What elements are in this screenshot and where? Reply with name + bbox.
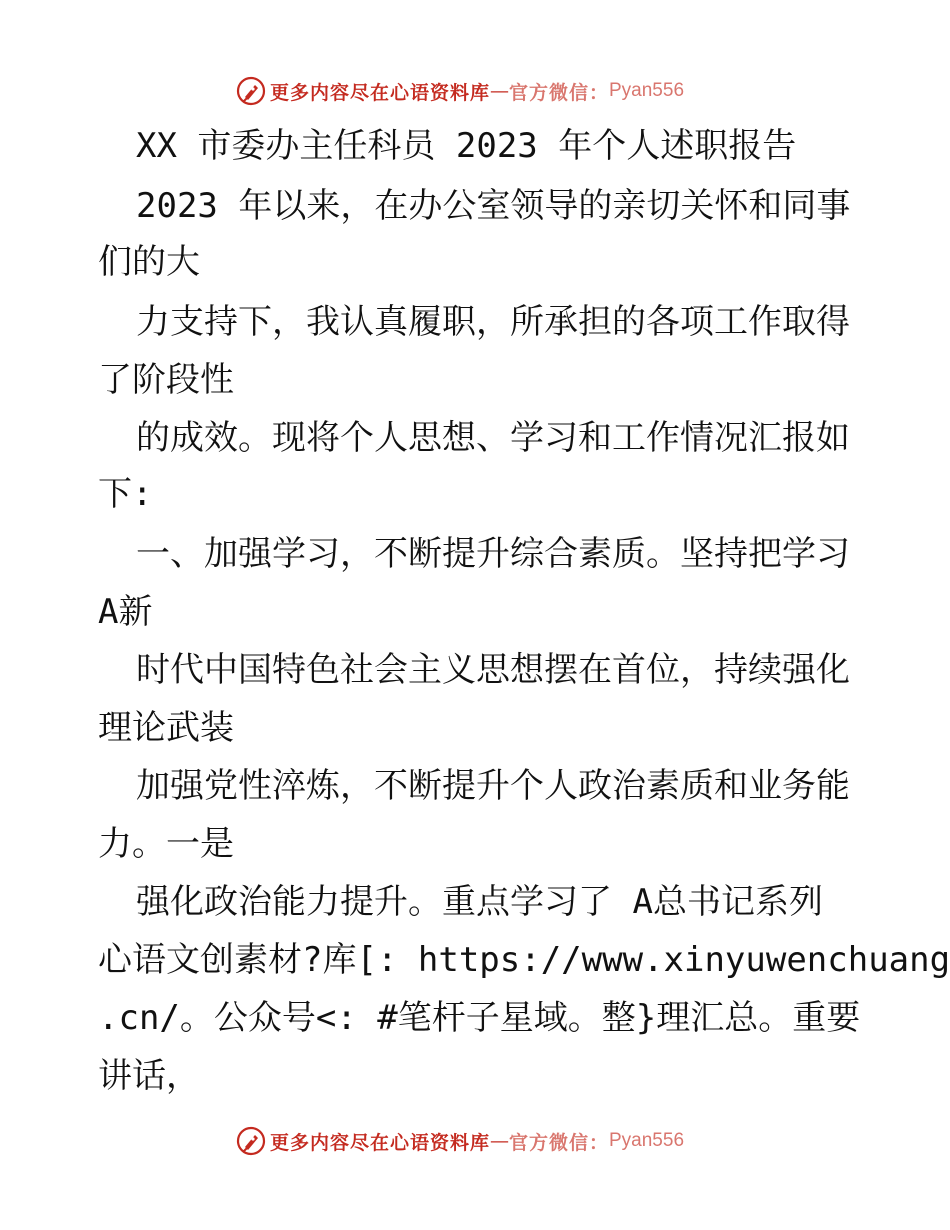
text-line: 时代中国特色社会主义思想摆在首位，持续强化 bbox=[136, 650, 850, 690]
banner-wechat-label: 官方微信： bbox=[508, 81, 609, 104]
text-line: 讲话， bbox=[98, 1056, 200, 1096]
text-line: 2023 年以来，在办公室领导的亲切关怀和同事 bbox=[136, 186, 851, 226]
text-line: 下: bbox=[98, 474, 153, 514]
section-heading: 一、加强学习，不断提升综合素质。坚持把学习 bbox=[136, 534, 850, 574]
text-line: A新 bbox=[98, 592, 153, 632]
pen-nib-logo-icon bbox=[236, 76, 266, 106]
text-line: 强化政治能力提升。重点学习了 A总书记系列 bbox=[136, 882, 823, 922]
footer-banner bbox=[0, 1121, 950, 1161]
text-line: 加强党性淬炼，不断提升个人政治素质和业务能 bbox=[136, 766, 850, 806]
banner-dash: — bbox=[489, 1130, 509, 1152]
document-title: XX 市委办主任科员 2023 年个人述职报告 bbox=[136, 126, 797, 166]
pen-nib-logo-icon bbox=[236, 1126, 266, 1156]
text-line: 力支持下，我认真履职，所承担的各项工作取得 bbox=[136, 302, 850, 342]
banner-title: 更多内容尽在心语资料库 bbox=[269, 81, 490, 104]
text-line: 心语文创素材?库[: https://www.xinyuwenchuang bbox=[98, 940, 950, 980]
banner-dash: — bbox=[489, 80, 509, 102]
header-banner bbox=[0, 71, 950, 111]
text-line: 的成效。现将个人思想、学习和工作情况汇报如 bbox=[136, 418, 850, 458]
text-line: 力。一是 bbox=[98, 824, 234, 864]
banner-wechat-label: 官方微信： bbox=[508, 1131, 609, 1154]
text-line: 了阶段性 bbox=[98, 360, 234, 400]
banner-title: 更多内容尽在心语资料库 bbox=[269, 1131, 490, 1154]
text-line: 理论武装 bbox=[98, 708, 234, 748]
banner-wechat-id: Pyan556 bbox=[609, 80, 685, 101]
text-line: 们的大 bbox=[98, 242, 200, 282]
banner-wechat-id: Pyan556 bbox=[609, 1130, 685, 1151]
text-line: .cn/。公众号<: #笔杆子星域。整}理汇总。重要 bbox=[98, 998, 861, 1038]
